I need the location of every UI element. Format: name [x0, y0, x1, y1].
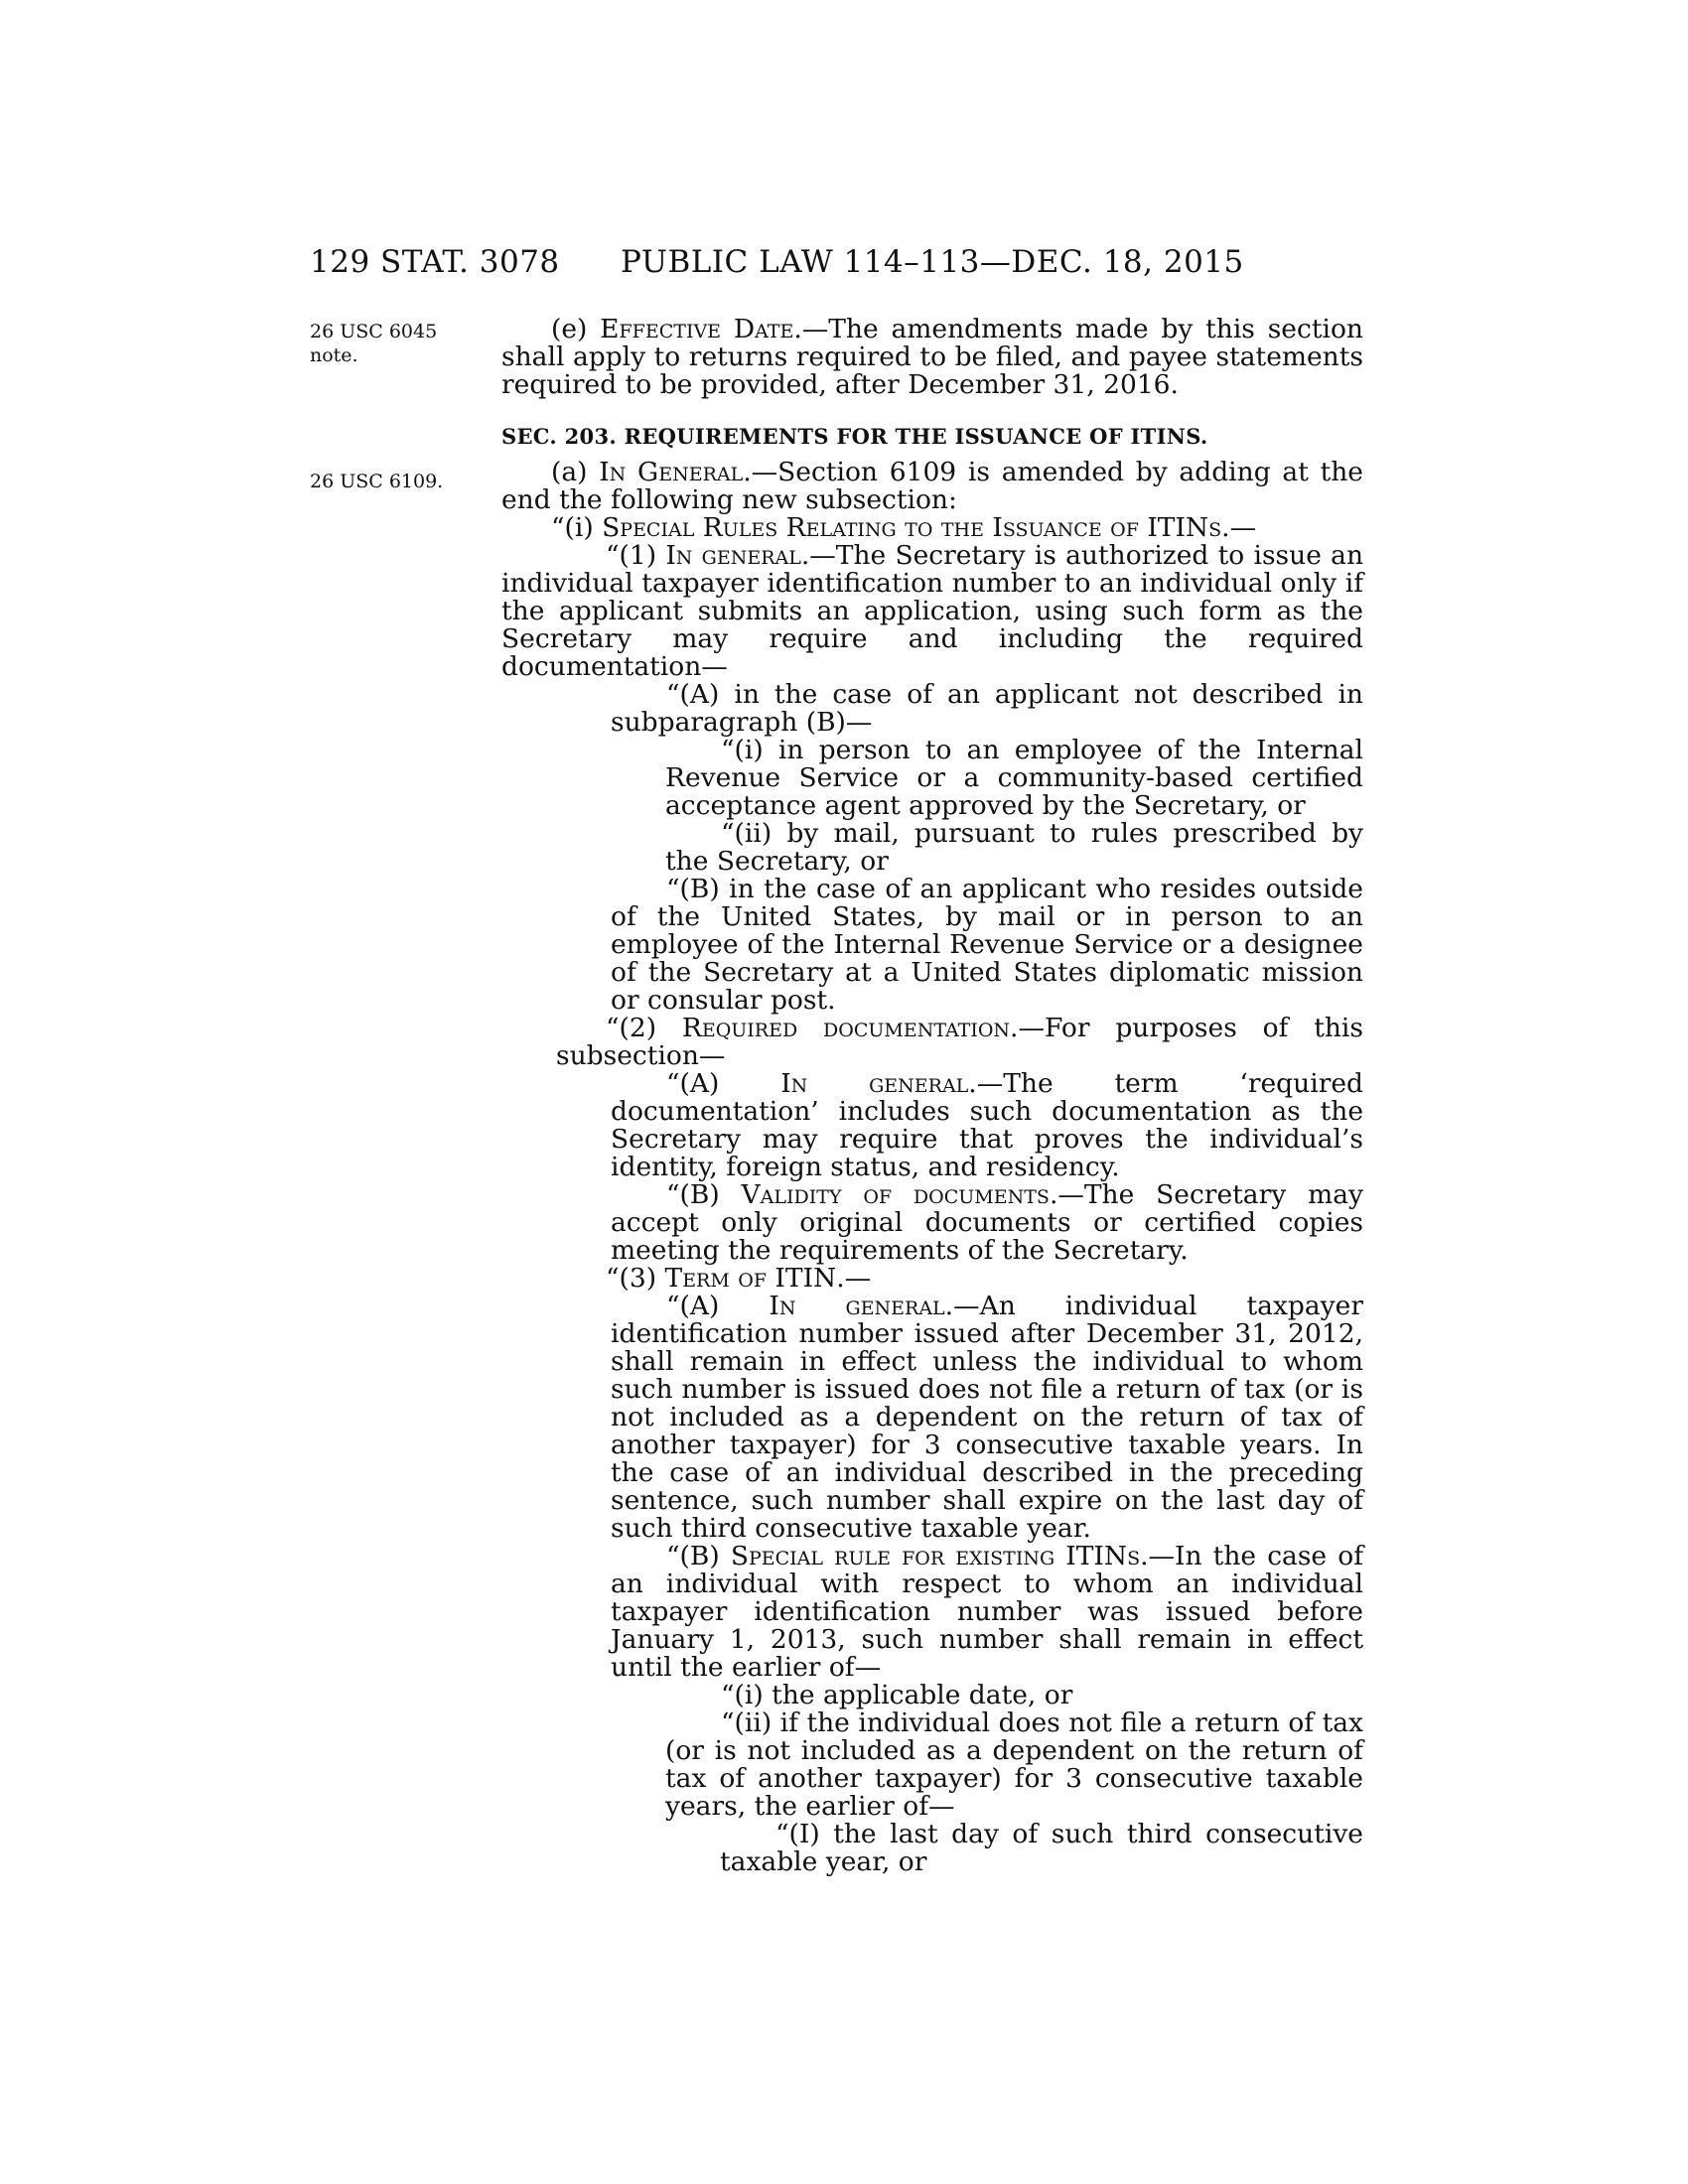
paragraph-1: “(1) In general.—The Secretary is authorized to issue an individual taxpayer identification number to an individual only if the applicant submits an application, using such form as the Secretary may require and including the required documentation— — [501, 540, 1364, 682]
paragraph-1-A: “(A) in the case of an applicant not described in subparagraph (B)— — [611, 679, 1363, 738]
margin-note-usc-6109: 26 USC 6109. — [310, 471, 444, 492]
paragraph-1-B: “(B) in the case of an applicant who resides outside of the United States, by mail or in person to an employee of the Internal Revenue Service or a designee of the Secretary at a United States diplomatic mission or consular post. — [611, 874, 1363, 1016]
paragraph-3-B-i: “(i) the applicable date, or — [721, 1680, 1073, 1710]
running-header — [0, 244, 1688, 294]
paragraph-3-B-ii-I: “(I) the last day of such third consecutive taxable year, or — [720, 1819, 1363, 1877]
subsection-a: (a) In General.—Section 6109 is amended by adding at the end the following new subsection: — [501, 457, 1363, 515]
section-heading: SEC. 203. REQUIREMENTS FOR THE ISSUANCE OF ITINS. — [501, 424, 1208, 449]
effective-date-paragraph: (e) Effective Date.—The amendments made by this section shall apply to returns required to be filed, and payee statements required to be provided, after December 31, 2016. — [501, 314, 1363, 400]
paragraph-3-B: “(B) Special rule for existing ITINs.—In the case of an individual with respect to whom an individual taxpayer identification number was issued before January 1, 2013, such number shall remain in effect until the earlier of— — [611, 1541, 1363, 1683]
paragraph-1-A-i: “(i) in person to an employee of the Internal Revenue Service or a community-based certified acceptance agent approved by the Secretary, or — [665, 735, 1363, 821]
paragraph-2-B: “(B) Validity of documents.—The Secretary may accept only original documents or certified copies meeting the requirements of the Secretary. — [611, 1179, 1363, 1266]
page-title: PUBLIC LAW 114–113—DEC. 18, 2015 — [621, 244, 1244, 280]
paragraph-3-A: “(A) In general.—An individual taxpayer identification number issued after December 31, 2012, shall remain in effect unless the individual to whom such number is issued does not file a return of tax (or is not included as a dependent on the return of tax of another taxpayer) for 3 consecutive taxable years. In the case of an individual described in the preceding sentence, such number shall expire on the last day of such third consecutive taxable year. — [611, 1291, 1363, 1544]
paragraph-1-A-ii: “(ii) by mail, pursuant to rules prescribed by the Secretary, or — [665, 818, 1363, 877]
paragraph-3: “(3) Term of ITIN.— — [606, 1263, 872, 1294]
margin-note-usc-6045: 26 USC 6045 note. — [310, 321, 438, 366]
stat-citation: 129 STAT. 3078 — [310, 244, 560, 280]
paragraph-2: “(2) Required documentation.—For purposes of this subsection— — [556, 1013, 1363, 1071]
paragraph-2-A: “(A) In general.—The term ‘required documentation’ includes such documentation as the Secretary may require that proves the individual’s identity, foreign status, and residency. — [611, 1068, 1364, 1182]
subsection-i-heading: “(i) Special Rules Relating to the Issuance of ITINs.— — [551, 512, 1257, 543]
paragraph-3-B-ii: “(ii) if the individual does not file a return of tax (or is not included as a dependent on the return of tax of another taxpayer) for 3 consecutive taxable years, the earlier of— — [665, 1707, 1363, 1822]
section-body — [501, 459, 1363, 1876]
